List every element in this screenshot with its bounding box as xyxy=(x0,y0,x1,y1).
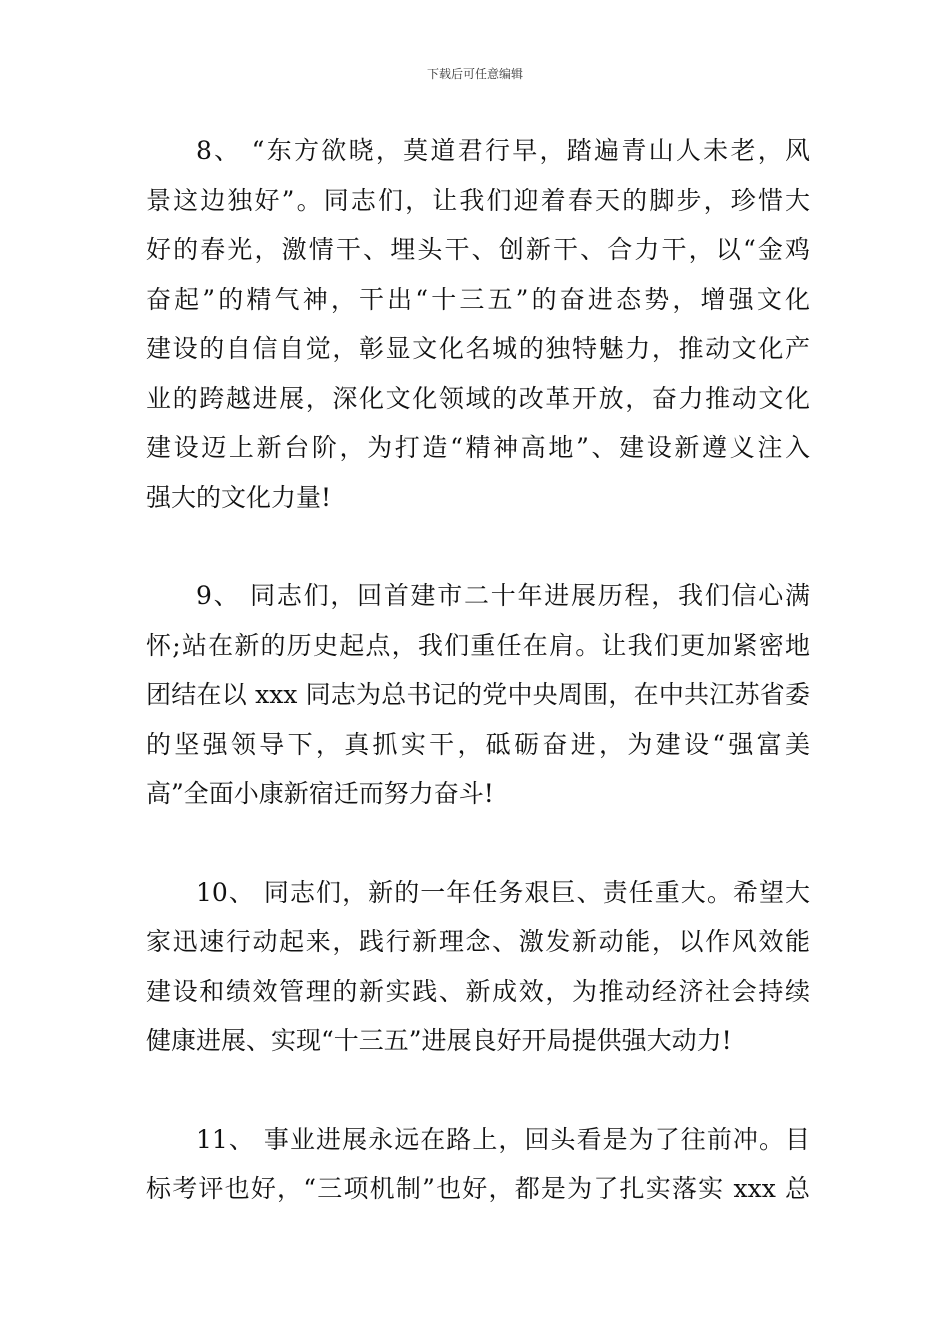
document-body xyxy=(146,126,810,1263)
paragraph-line: 的坚强领导下，真抓实干，砥砺奋进，为建设“强富美 xyxy=(146,729,810,759)
paragraph-line: 11、 事业进展永远在路上，回头看是为了往前冲。目 xyxy=(196,1124,810,1154)
paragraph-9 xyxy=(146,571,810,819)
paragraph-line: 建设和绩效管理的新实践、新成效，为推动经济社会持续 xyxy=(146,976,810,1006)
paragraph-10 xyxy=(146,868,810,1066)
paragraph-line: 高”全面小康新宿迁而努力奋斗! xyxy=(146,779,494,808)
paragraph-line: 建设迈上新台阶，为打造“精神高地”、建设新遵义注入 xyxy=(146,433,810,462)
paragraph-line: 奋起”的精气神，干出“十三五”的奋进态势，增强文化 xyxy=(146,284,810,314)
paragraph-line: 10、 同志们，新的一年任务艰巨、责任重大。希望大 xyxy=(196,877,810,907)
paragraph-line: 家迅速行动起来，践行新理念、激发新动能，以作风效能 xyxy=(146,927,810,956)
paragraph-line: 景这边独好”。同志们，让我们迎着春天的脚步，珍惜大 xyxy=(146,185,810,215)
page-header: 下载后可任意编辑 xyxy=(426,67,523,81)
paragraph-line: 业的跨越进展，深化文化领域的改革开放，奋力推动文化 xyxy=(146,383,810,413)
paragraph-line: 团结在以 xxx 同志为总书记的党中央周围，在中共江苏省委 xyxy=(146,680,810,709)
paragraph-8 xyxy=(146,126,810,522)
paragraph-line: 标考评也好，“三项机制”也好，都是为了扎实落实 xxx 总 xyxy=(146,1174,810,1203)
paragraph-line: 9、 同志们，回首建市二十年进展历程，我们信心满 xyxy=(196,581,810,610)
paragraph-line: 怀;站在新的历史起点，我们重任在肩。让我们更加紧密地 xyxy=(146,630,810,660)
paragraph-line: 好的春光，激情干、埋头干、创新干、合力干，以“金鸡 xyxy=(146,235,810,264)
paragraph-line: 强大的文化力量! xyxy=(146,482,332,512)
paragraph-line: 建设的自信自觉，彰显文化名城的独特魅力，推动文化产 xyxy=(146,334,810,363)
paragraph-11 xyxy=(146,1115,810,1214)
paragraph-line: 8、 “东方欲晓，莫道君行早，踏遍青山人未老，风 xyxy=(196,136,810,165)
paragraph-line: 健康进展、实现“十三五”进展良好开局提供强大动力! xyxy=(146,1026,732,1055)
